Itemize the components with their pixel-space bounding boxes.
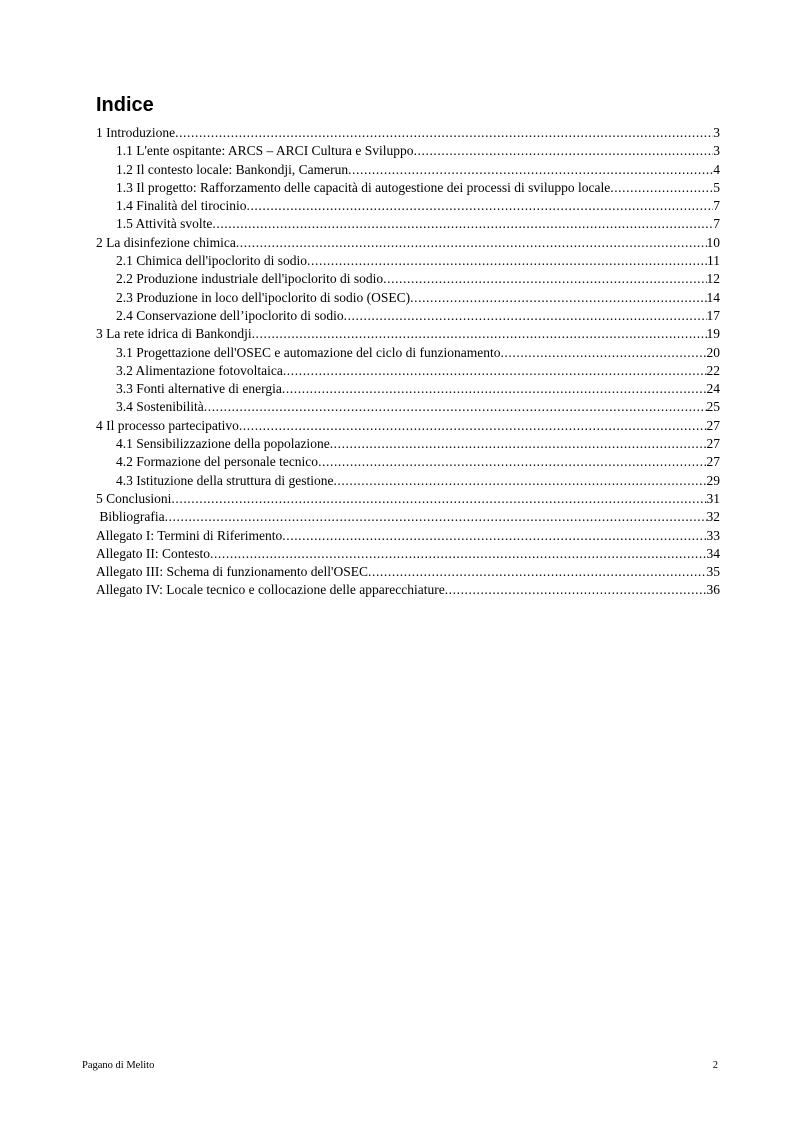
toc-dot-leader — [246, 197, 713, 215]
toc-entry-title: 3.4 Sostenibilità — [116, 399, 204, 415]
toc-entry[interactable] — [96, 563, 720, 581]
footer-page-number: 2 — [712, 1060, 718, 1071]
toc-entry[interactable] — [96, 215, 720, 233]
toc-dot-leader — [239, 417, 707, 435]
toc-entry[interactable] — [96, 142, 720, 160]
toc-entry-page: 7 — [713, 216, 720, 232]
toc-entry-title: 2.4 Conservazione dell’ipoclorito di sodio — [116, 307, 344, 323]
toc-dot-leader — [333, 472, 706, 490]
toc-entry-page: 35 — [706, 564, 720, 580]
toc-dot-leader — [383, 270, 706, 288]
toc-entry[interactable] — [96, 527, 720, 545]
toc-entry-page: 17 — [706, 307, 720, 323]
toc-entry-title: 3.2 Alimentazione fotovoltaica — [116, 362, 283, 378]
toc-dot-leader — [307, 252, 707, 270]
toc-entry-page: 27 — [706, 417, 720, 433]
toc-dot-leader — [252, 325, 707, 343]
toc-entry[interactable] — [96, 197, 720, 215]
toc-dot-leader — [410, 289, 706, 307]
toc-entry-title: Allegato II: Contesto — [96, 545, 210, 561]
table-of-contents — [96, 124, 720, 600]
toc-entry-page: 24 — [706, 381, 720, 397]
toc-entry-page: 4 — [713, 161, 720, 177]
toc-entry-page: 32 — [706, 509, 720, 525]
toc-dot-leader — [344, 307, 707, 325]
toc-entry-page: 22 — [706, 362, 720, 378]
toc-entry-title: 1.3 Il progetto: Rafforzamento delle capacità di autogestione dei processi di sviluppo locale — [116, 179, 611, 195]
toc-entry-title: 2.2 Produzione industriale dell'ipoclorito di sodio — [116, 271, 384, 287]
toc-entry[interactable] — [96, 545, 720, 563]
toc-entry[interactable] — [96, 252, 720, 270]
toc-dot-leader — [236, 234, 707, 252]
toc-dot-leader — [283, 362, 707, 380]
toc-entry-page: 10 — [706, 234, 720, 250]
toc-entry[interactable] — [96, 270, 720, 288]
toc-dot-leader — [610, 179, 713, 197]
page-footer — [82, 1060, 718, 1071]
toc-entry-page: 3 — [713, 125, 720, 140]
toc-entry[interactable] — [96, 508, 720, 526]
toc-entry[interactable] — [96, 490, 720, 508]
toc-entry-page: 33 — [706, 527, 720, 543]
toc-entry[interactable] — [96, 435, 720, 453]
toc-dot-leader — [175, 124, 713, 142]
toc-entry-title: 2.1 Chimica dell'ipoclorito di sodio — [116, 253, 308, 269]
toc-entry-title: 3.1 Progettazione dell'OSEC e automazione del ciclo di funzionamento — [116, 344, 501, 360]
toc-entry-title: 2 La disinfezione chimica — [96, 234, 236, 250]
toc-entry-page: 27 — [706, 436, 720, 452]
toc-entry[interactable] — [96, 398, 720, 416]
toc-dot-leader — [330, 435, 707, 453]
toc-dot-leader — [348, 161, 713, 179]
toc-entry-title: 3.3 Fonti alternative di energia — [116, 381, 282, 397]
toc-entry[interactable] — [96, 417, 720, 435]
toc-entry-page: 25 — [706, 399, 720, 415]
toc-entry-page: 36 — [706, 582, 720, 598]
toc-dot-leader — [368, 563, 707, 581]
toc-entry[interactable] — [96, 581, 720, 599]
toc-entry-title: 4.3 Istituzione della struttura di gestione — [116, 472, 334, 488]
toc-entry-title: 4.1 Sensibilizzazione della popolazione — [116, 436, 330, 452]
toc-dot-leader — [414, 142, 714, 160]
toc-entry-page: 7 — [713, 198, 720, 214]
toc-entry[interactable] — [96, 307, 720, 325]
toc-entry-page: 19 — [706, 326, 720, 342]
toc-dot-leader — [500, 344, 706, 362]
footer-author: Pagano di Melito — [82, 1060, 155, 1071]
toc-entry-title: 1 Introduzione — [96, 125, 176, 140]
toc-entry-title: 1.5 Attività svolte — [116, 216, 213, 232]
toc-dot-leader — [171, 490, 706, 508]
toc-entry-page: 27 — [706, 454, 720, 470]
toc-entry-title: 4 Il processo partecipativo — [96, 417, 239, 433]
toc-entry[interactable] — [96, 289, 720, 307]
toc-entry-page: 14 — [706, 289, 720, 305]
toc-entry[interactable] — [96, 234, 720, 252]
toc-entry[interactable] — [96, 380, 720, 398]
toc-entry-page: 5 — [713, 179, 720, 195]
toc-dot-leader — [210, 545, 707, 563]
toc-dot-leader — [282, 380, 707, 398]
toc-dot-leader — [204, 398, 707, 416]
toc-entry-title: Allegato III: Schema di funzionamento dell'OSEC — [96, 564, 368, 580]
toc-entry-page: 12 — [706, 271, 720, 287]
toc-entry[interactable] — [96, 344, 720, 362]
toc-entry-title: Allegato I: Termini di Riferimento — [96, 527, 283, 543]
toc-entry-title: 2.3 Produzione in loco dell'ipoclorito di sodio (OSEC) — [116, 289, 411, 305]
toc-entry-page: 31 — [706, 490, 720, 506]
toc-entry-title: 1.4 Finalità del tirocinio — [116, 198, 247, 214]
toc-dot-leader — [165, 508, 707, 526]
toc-entry[interactable] — [96, 472, 720, 490]
toc-entry[interactable] — [96, 179, 720, 197]
toc-entry-title: 1.2 Il contesto locale: Bankondji, Camerun — [116, 161, 349, 177]
toc-entry-page: 29 — [706, 472, 720, 488]
toc-entry[interactable] — [96, 161, 720, 179]
toc-entry[interactable] — [96, 362, 720, 380]
toc-dot-leader — [282, 527, 706, 545]
toc-entry-page: 11 — [707, 253, 720, 269]
toc-entry-title: 4.2 Formazione del personale tecnico — [116, 454, 319, 470]
toc-entry-page: 34 — [706, 545, 720, 561]
toc-entry-title: 1.1 L'ente ospitante: ARCS – ARCI Cultura e Sviluppo — [116, 143, 414, 159]
toc-dot-leader — [318, 453, 706, 471]
toc-dot-leader — [445, 581, 707, 599]
toc-entry-page: 20 — [706, 344, 720, 360]
toc-entry-title: Allegato IV: Locale tecnico e collocazione delle apparecchiature — [96, 582, 445, 598]
toc-entry-title: 5 Conclusioni — [96, 490, 172, 506]
toc-entry[interactable] — [96, 124, 720, 142]
toc-dot-leader — [212, 215, 713, 233]
toc-entry-title: Bibliografia — [96, 509, 165, 525]
toc-entry-title: 3 La rete idrica di Bankondji — [96, 326, 252, 342]
toc-entry-page: 3 — [713, 143, 720, 159]
toc-entry[interactable] — [96, 453, 720, 471]
toc-heading: Indice — [96, 94, 154, 116]
toc-entry[interactable] — [96, 325, 720, 343]
